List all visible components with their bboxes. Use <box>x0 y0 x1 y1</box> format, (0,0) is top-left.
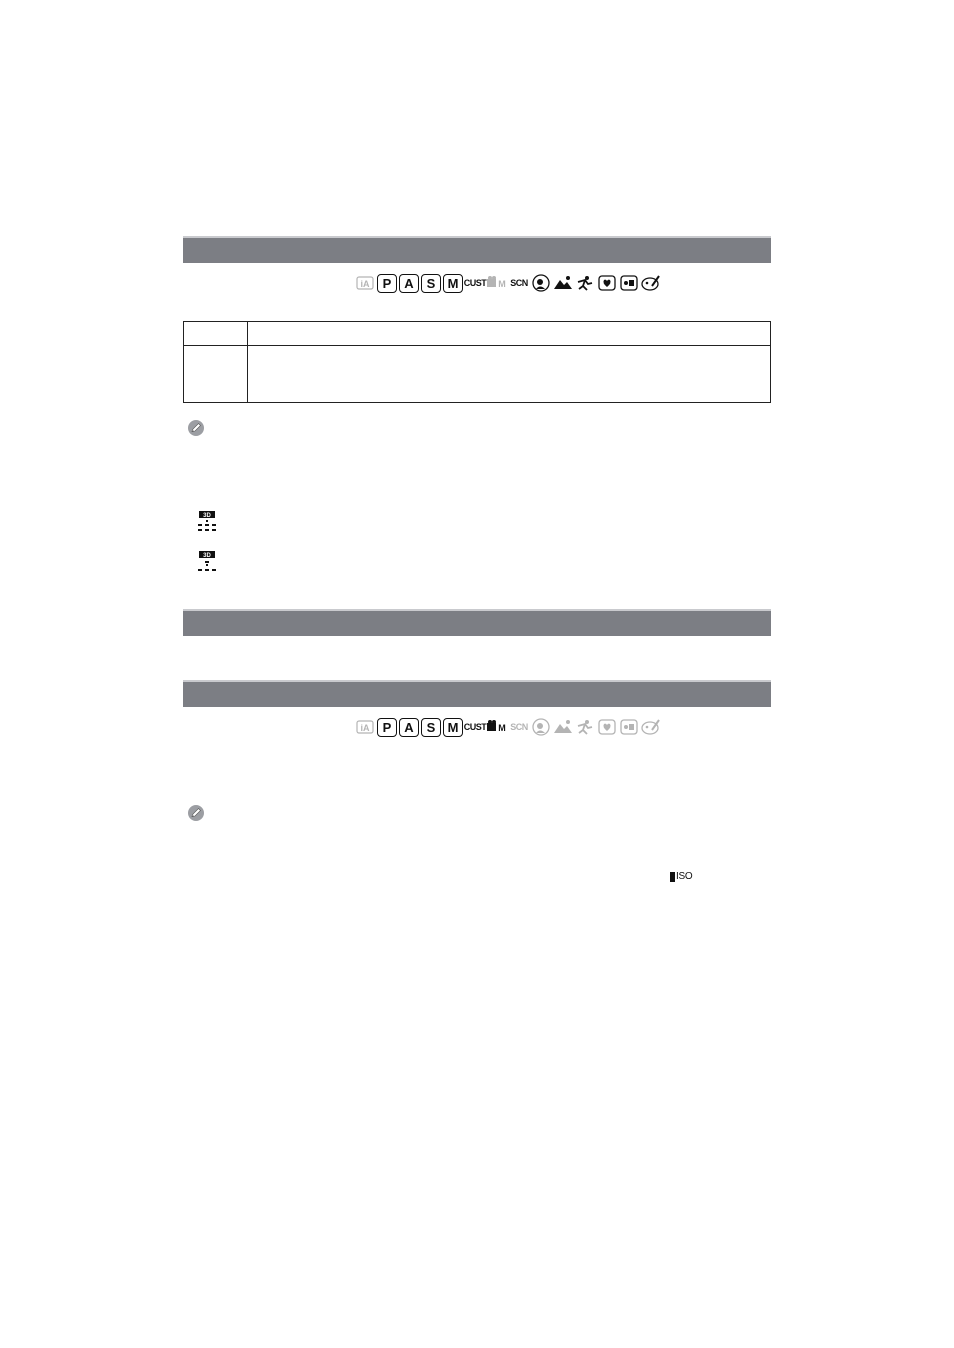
close-up-icon <box>597 274 617 293</box>
section-header-bar-3 <box>183 680 771 707</box>
custom-mode-icon: CUST <box>463 721 487 732</box>
creative-control-icon <box>641 274 661 293</box>
night-portrait-icon <box>619 718 639 737</box>
settings-table <box>183 321 771 403</box>
section-header-bar-2 <box>183 609 771 636</box>
3d-aspect-icon <box>197 551 219 573</box>
sports-icon <box>575 718 595 737</box>
intelligent-auto-icon <box>355 274 375 293</box>
portrait-icon <box>531 274 551 293</box>
creative-control-icon <box>641 718 661 737</box>
svg-text:M: M <box>498 723 506 733</box>
svg-text:iA: iA <box>360 723 370 733</box>
iso-label: ISO <box>676 871 693 882</box>
sports-icon <box>575 274 595 293</box>
3d-aspect-icon <box>197 511 219 533</box>
night-portrait-icon <box>619 274 639 293</box>
svg-text:iA: iA <box>360 279 370 289</box>
manual-mode-icon: M <box>443 274 463 293</box>
program-mode-icon: P <box>377 718 397 737</box>
manual-mode-icon: M <box>443 718 463 737</box>
iso-icon <box>670 871 692 882</box>
table-column-divider <box>247 322 248 402</box>
scenery-icon <box>553 718 573 737</box>
iso-marker <box>670 872 675 882</box>
portrait-icon <box>531 718 551 737</box>
scenery-icon <box>553 274 573 293</box>
creative-video-icon <box>487 718 507 737</box>
3d-label: 3D <box>203 513 211 519</box>
program-mode-icon: P <box>377 274 397 293</box>
shutter-priority-icon: S <box>421 718 441 737</box>
intelligent-auto-icon <box>355 718 375 737</box>
creative-video-icon <box>487 274 507 293</box>
aperture-priority-icon: A <box>399 274 419 293</box>
svg-text:M: M <box>498 279 506 289</box>
close-up-icon <box>597 718 617 737</box>
3d-label: 3D <box>203 553 211 559</box>
table-row-divider <box>184 345 770 346</box>
shutter-priority-icon: S <box>421 274 441 293</box>
note-pencil-icon <box>187 804 205 822</box>
note-pencil-icon <box>187 419 205 437</box>
recording-mode-icon-row-2 <box>355 717 661 737</box>
aperture-priority-icon: A <box>399 718 419 737</box>
custom-mode-icon: CUST <box>463 277 487 288</box>
scene-mode-icon: SCN <box>510 277 528 288</box>
recording-mode-icon-row-1 <box>355 273 661 293</box>
section-header-bar-1 <box>183 236 771 263</box>
scene-mode-icon: SCN <box>510 721 528 732</box>
